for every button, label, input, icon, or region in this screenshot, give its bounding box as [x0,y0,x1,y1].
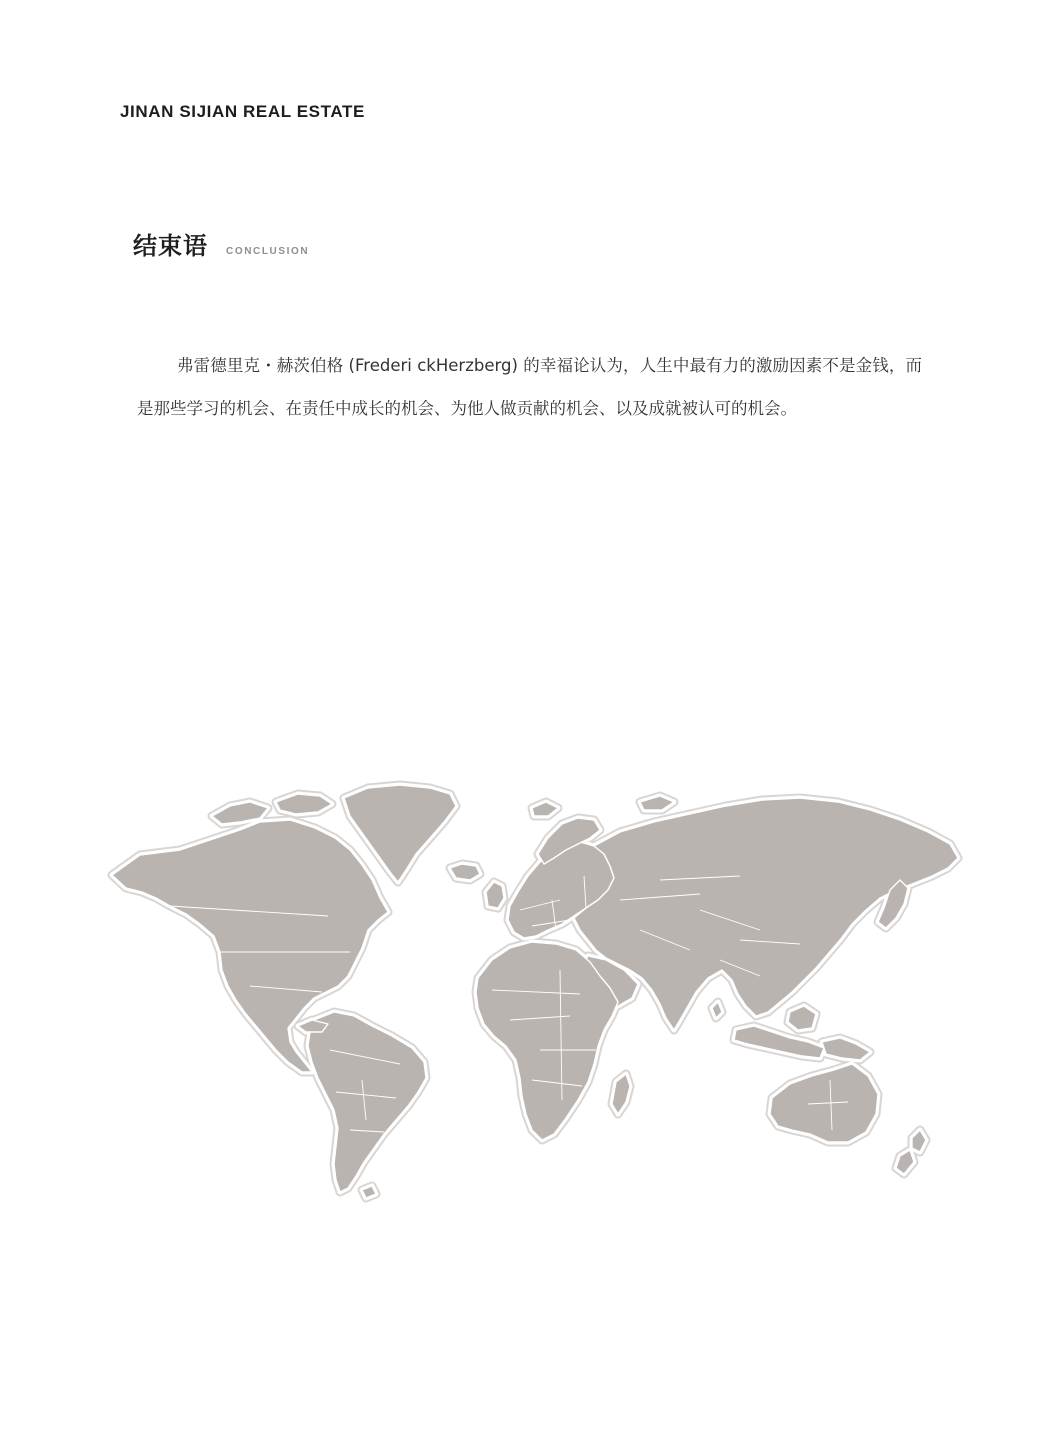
section-subtitle: CONCLUSION [226,246,310,257]
section-title: 结束语 [133,232,208,260]
section-heading [133,226,309,261]
world-map-icon [100,780,970,1210]
conclusion-paragraph: 弗雷德里克・赫茨伯格 (Frederi ckHerzberg) 的幸福论认为，人生中最有力的激励因素不是金钱，而是那些学习的机会、在责任中成长的机会、为他人做贡献的机会、以及成就被认可的机会。 [137,355,922,418]
world-map-illustration [100,780,970,1210]
brand-name: JINAN SIJIAN REAL ESTATE [120,102,365,121]
